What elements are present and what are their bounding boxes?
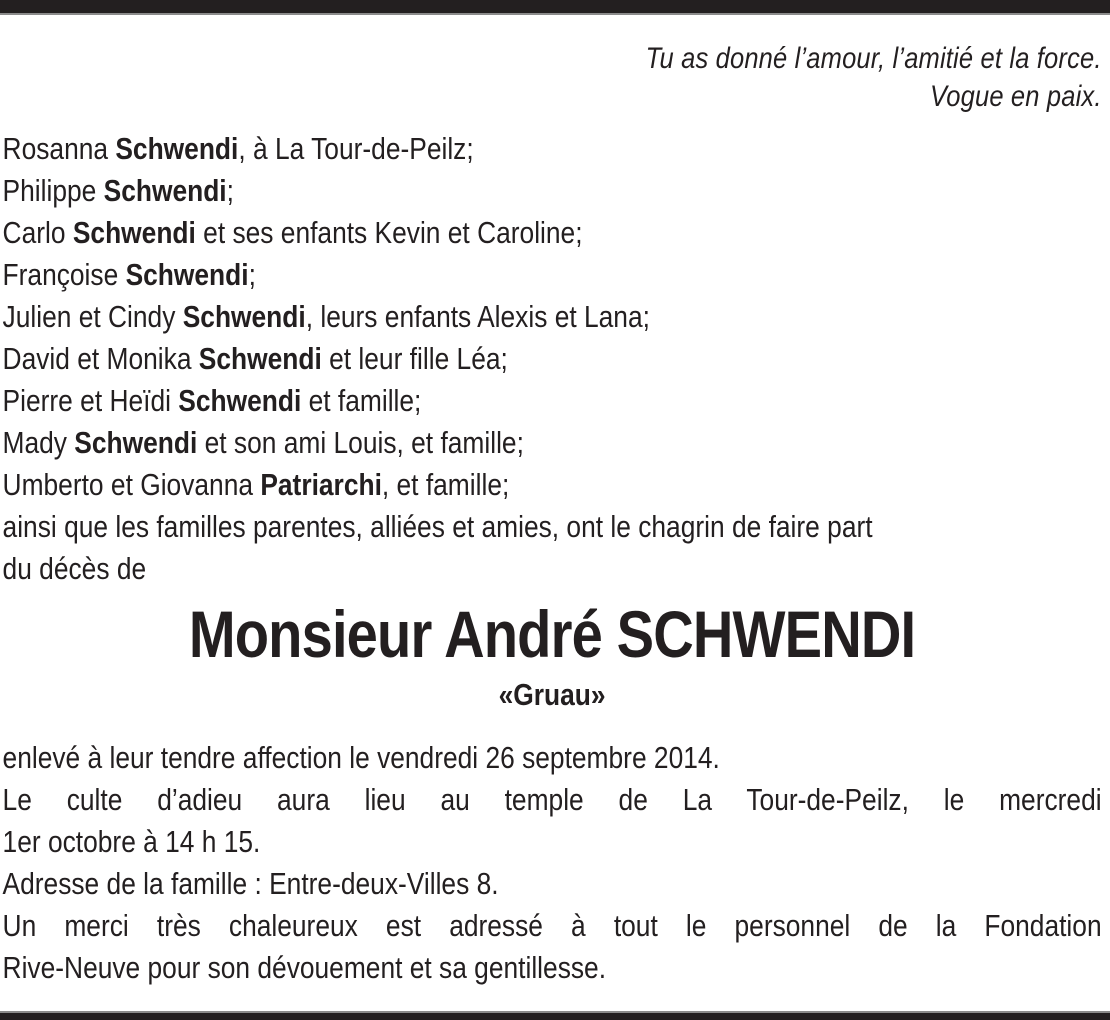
family-line bbox=[3, 170, 1102, 212]
family-surname: Schwendi bbox=[178, 383, 302, 418]
family-surname: Schwendi bbox=[125, 257, 249, 292]
family-text: Philippe bbox=[2, 173, 104, 208]
family-surname: Schwendi bbox=[182, 299, 306, 334]
family-text: et leur fille Léa; bbox=[321, 341, 508, 376]
family-line bbox=[3, 254, 1102, 296]
family-text: ; bbox=[248, 257, 256, 292]
body-line: Adresse de la famille : Entre-deux-Villes 8. bbox=[2, 866, 499, 901]
family-surname: Patriarchi bbox=[260, 467, 382, 502]
family-text: Umberto et Giovanna bbox=[2, 467, 261, 502]
family-text: , leurs enfants Alexis et Lana; bbox=[305, 299, 650, 334]
family-line bbox=[3, 338, 1102, 380]
family-text: , et famille; bbox=[381, 467, 510, 502]
family-line bbox=[3, 212, 1102, 254]
family-line bbox=[3, 380, 1102, 422]
body-line: Le culte d’adieu aura lieu au temple de La Tour-de-Peilz, le mercredi bbox=[2, 782, 1102, 817]
family-list bbox=[3, 128, 1102, 590]
family-text: et famille; bbox=[301, 383, 422, 418]
deceased-nickname: «Gruau» bbox=[498, 677, 606, 712]
family-line bbox=[3, 296, 1102, 338]
body-line: enlevé à leur tendre affection le vendredi 26 septembre 2014. bbox=[2, 740, 720, 775]
family-text: Pierre et Heïdi bbox=[2, 383, 179, 418]
family-text: Julien et Cindy bbox=[2, 299, 183, 334]
family-surname: Schwendi bbox=[103, 173, 227, 208]
announcement-body bbox=[3, 737, 1102, 989]
family-text: Françoise bbox=[2, 257, 126, 292]
family-surname: Schwendi bbox=[74, 425, 198, 460]
body-line: Un merci très chaleureux est adressé à tout le personnel de la Fondation bbox=[2, 908, 1102, 943]
family-text: David et Monika bbox=[2, 341, 199, 376]
body-line: Rive-Neuve pour son dévouement et sa gentillesse. bbox=[2, 950, 607, 985]
family-line bbox=[3, 464, 1102, 506]
family-text: Rosanna bbox=[2, 131, 116, 166]
family-text: et ses enfants Kevin et Caroline; bbox=[195, 215, 583, 250]
family-line bbox=[3, 548, 1102, 590]
family-line bbox=[3, 128, 1102, 170]
family-line bbox=[3, 422, 1102, 464]
family-text: ; bbox=[226, 173, 234, 208]
family-text: , à La Tour-de-Peilz; bbox=[238, 131, 474, 166]
family-line bbox=[3, 506, 1102, 548]
memorial-quote bbox=[3, 40, 1102, 116]
quote-line: Vogue en paix. bbox=[930, 80, 1102, 113]
bottom-border-bar bbox=[0, 1011, 1110, 1020]
quote-line: Tu as donné l’amour, l’amitié et la force. bbox=[645, 42, 1102, 75]
family-text: et son ami Louis, et famille; bbox=[197, 425, 524, 460]
family-text: Mady bbox=[2, 425, 75, 460]
family-surname: Schwendi bbox=[72, 215, 196, 250]
family-text: ainsi que les familles parentes, alliées et amies, ont le chagrin de faire part bbox=[2, 509, 873, 544]
deceased-name: Monsieur André SCHWENDI bbox=[188, 597, 916, 671]
family-text: du décès de bbox=[2, 551, 147, 586]
body-line: 1er octobre à 14 h 15. bbox=[2, 824, 261, 859]
family-surname: Schwendi bbox=[198, 341, 322, 376]
family-text: Carlo bbox=[2, 215, 73, 250]
family-surname: Schwendi bbox=[115, 131, 239, 166]
